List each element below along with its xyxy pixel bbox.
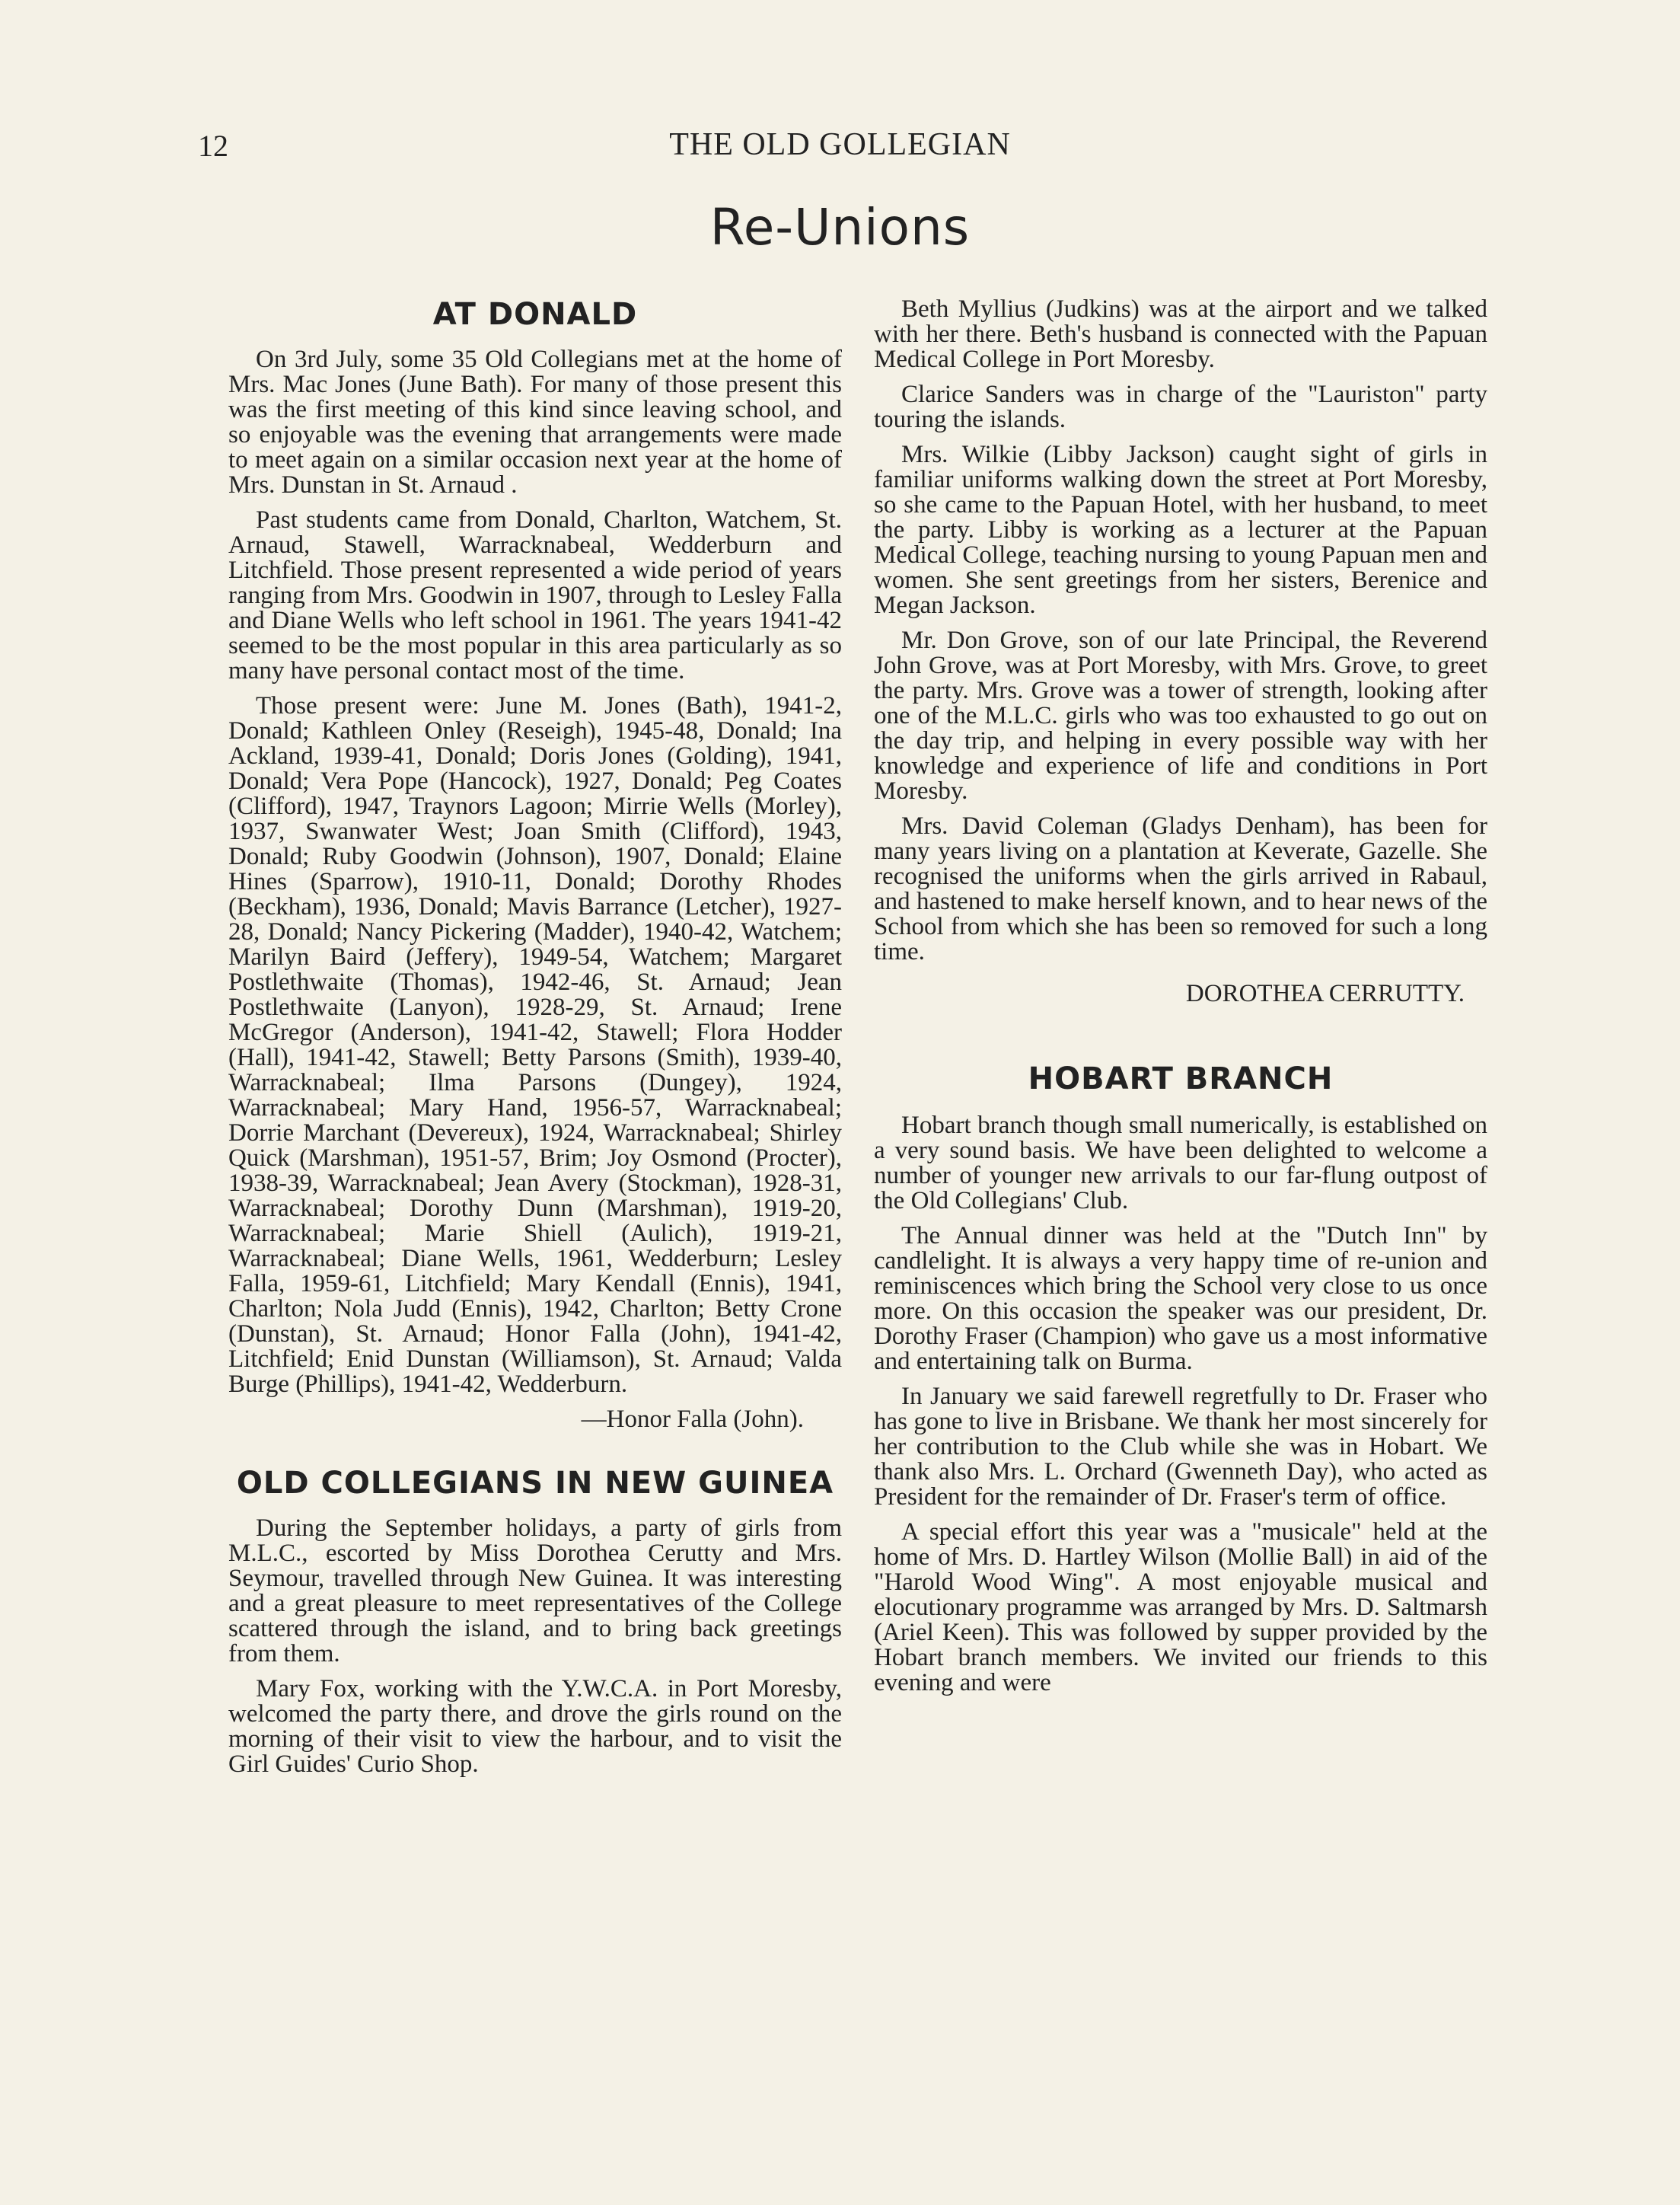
section-heading-hobart: HOBART BRANCH	[1028, 1061, 1334, 1096]
right-column	[874, 297, 1487, 1706]
signature: —Honor Falla (John).	[581, 1406, 804, 1433]
paragraph: A special effort this year was a "musicale" held at the home of Mrs. D. Hartley Wilson (Mollie Ball) in aid of the "Harold Wood Wing". A most enjoyable musical and elocutionary programme was arranged by Mrs. D. Saltmarsh (Ariel Keen). This was followed by supper provided by the Hobart branch members. We invited our friends to this evening and were	[874, 1518, 1487, 1696]
page-number: 12	[198, 129, 228, 163]
paragraph: On 3rd July, some 35 Old Collegians met at the home of Mrs. Mac Jones (June Bath). For many of those present this was the first meeting of this kind since leaving school, and so enjoyable was the evening that arrangements were made to meet again on a similar occasion next year at the home of Mrs. Dunstan in St. Arnaud .	[228, 346, 842, 499]
paragraph: Mr. Don Grove, son of our late Principal, the Reverend John Grove, was at Port Moresby, with Mrs. Grove, to greet the party. Mrs. Grove was a tower of strength, looking after one of the M.L.C. girls who was too exhausted to go out on the day trip, and helping in every possible way with her knowledge and experience of life and conditions in Port Moresby.	[874, 627, 1487, 805]
paragraph: The Annual dinner was held at the "Dutch Inn" by candlelight. It is always a very happy time of re-union and reminiscences which bring the School very close to us once more. On this occasion the speaker was our president, Dr. Dorothy Fraser (Champion) who gave us a most informative and entertaining talk on Burma.	[874, 1222, 1487, 1375]
left-column	[228, 297, 842, 1787]
section-heading-new-guinea: OLD COLLEGIANS IN NEW GUINEA	[236, 1466, 834, 1501]
paragraph: Beth Myllius (Judkins) was at the airport and we talked with her there. Beth's husband is connected with the Papuan Medical College in Port Moresby.	[874, 295, 1487, 373]
paragraph: During the September holidays, a party of girls from M.L.C., escorted by Miss Dorothea Cerutty and Mrs. Seymour, travelled through New Guinea. It was interesting and a great pleasure to meet representatives of the College scattered through the island, and to bring back greetings from them.	[228, 1514, 842, 1667]
section-heading-donald: AT DONALD	[432, 297, 638, 332]
paragraph: Mrs. David Coleman (Gladys Denham), has been for many years living on a plantation at Keverate, Gazelle. She recognised the uniforms when the girls arrived in Rabaul, and hastened to make herself known, and to hear news of the School from which she has been so removed for such a long time.	[874, 812, 1487, 965]
running-head: THE OLD GOLLEGIAN	[669, 127, 1011, 162]
paragraph: Mrs. Wilkie (Libby Jackson) caught sight of girls in familiar uniforms walking down the street at Port Moresby, so she came to the Papuan Hotel, with her husband, to meet the party. Libby is working as a lecturer at the Papuan Medical College, teaching nursing to young Papuan men and women. She sent greetings from her sisters, Berenice and Megan Jackson.	[874, 441, 1487, 619]
paragraph: Hobart branch though small numerically, is established on a very sound basis. We have been delighted to welcome a number of younger new arrivals to our far-flung outpost of the Old Collegians' Club.	[874, 1112, 1487, 1214]
paragraph: In January we said farewell regretfully to Dr. Fraser who has gone to live in Brisbane. We thank her most sincerely for her contribution to the Club while she was in Hobart. We thank also Mrs. L. Orchard (Gwenneth Day), who acted as President for the remainder of Dr. Fraser's term of office.	[874, 1383, 1487, 1511]
paragraph: Clarice Sanders was in charge of the "Lauriston" party touring the islands.	[874, 381, 1487, 433]
paragraph: Past students came from Donald, Charlton, Watchem, St. Arnaud, Stawell, Warracknabeal, Wedderburn and Litchfield. Those present represented a wide period of years ranging from Mrs. Goodwin in 1907, through to Lesley Falla and Diane Wells who left school in 1961. The years 1941-42 seemed to be the most popular in this area particularly as so many have personal contact most of the time.	[228, 506, 842, 684]
signature: DOROTHEA CERRUTTY.	[1185, 980, 1465, 1007]
article-title: Re-Unions	[709, 198, 971, 257]
paragraph: Mary Fox, working with the Y.W.C.A. in Port Moresby, welcomed the party there, and drove the girls round on the morning of their visit to view the harbour, and to visit the Girl Guides' Curio Shop.	[228, 1675, 842, 1778]
paragraph: Those present were: June M. Jones (Bath), 1941-2, Donald; Kathleen Onley (Reseigh), 1945-48, Donald; Ina Ackland, 1939-41, Donald; Doris Jones (Golding), 1941, Donald; Vera Pope (Hancock), 1927, Donald; Peg Coates (Clifford), 1947, Traynors Lagoon; Mirrie Wells (Morley), 1937, Swanwater West; Joan Smith (Clifford), 1943, Donald; Ruby Goodwin (Johnson), 1907, Donald; Elaine Hines (Sparrow), 1910-11, Donald; Dorothy Rhodes (Beckham), 1936, Donald; Mavis Barrance (Letcher), 1927-28, Donald; Nancy Pickering (Madder), 1940-42, Watchem; Marilyn Baird (Jeffery), 1949-54, Watchem; Margaret Postlethwaite (Thomas), 1942-46, St. Arnaud; Jean Postlethwaite (Lanyon), 1928-29, St. Arnaud; Irene McGregor (Anderson), 1941-42, Stawell; Flora Hodder (Hall), 1941-42, Stawell; Betty Parsons (Smith), 1939-40, Warracknabeal; Ilma Parsons (Dungey), 1924, Warracknabeal; Mary Hand, 1956-57, Warracknabeal; Dorrie Marchant (Devereux), 1924, Warracknabeal; Shirley Quick (Marshman), 1951-57, Brim; Joy Osmond (Procter), 1938-39, Warracknabeal; Jean Avery (Stockman), 1928-31, Warracknabeal; Dorothy Dunn (Marshman), 1919-20, Warracknabeal; Marie Shiell (Aulich), 1919-21, Warracknabeal; Diane Wells, 1961, Wedderburn; Lesley Falla, 1959-61, Litchfield; Mary Kendall (Ennis), 1941, Charlton; Nola Judd (Ennis), 1942, Charlton; Betty Crone (Dunstan), St. Arnaud; Honor Falla (John), 1941-42, Litchfield; Enid Dunstan (Williamson), St. Arnaud; Valda Burge (Phillips), 1941-42, Wedderburn.	[228, 692, 842, 1398]
